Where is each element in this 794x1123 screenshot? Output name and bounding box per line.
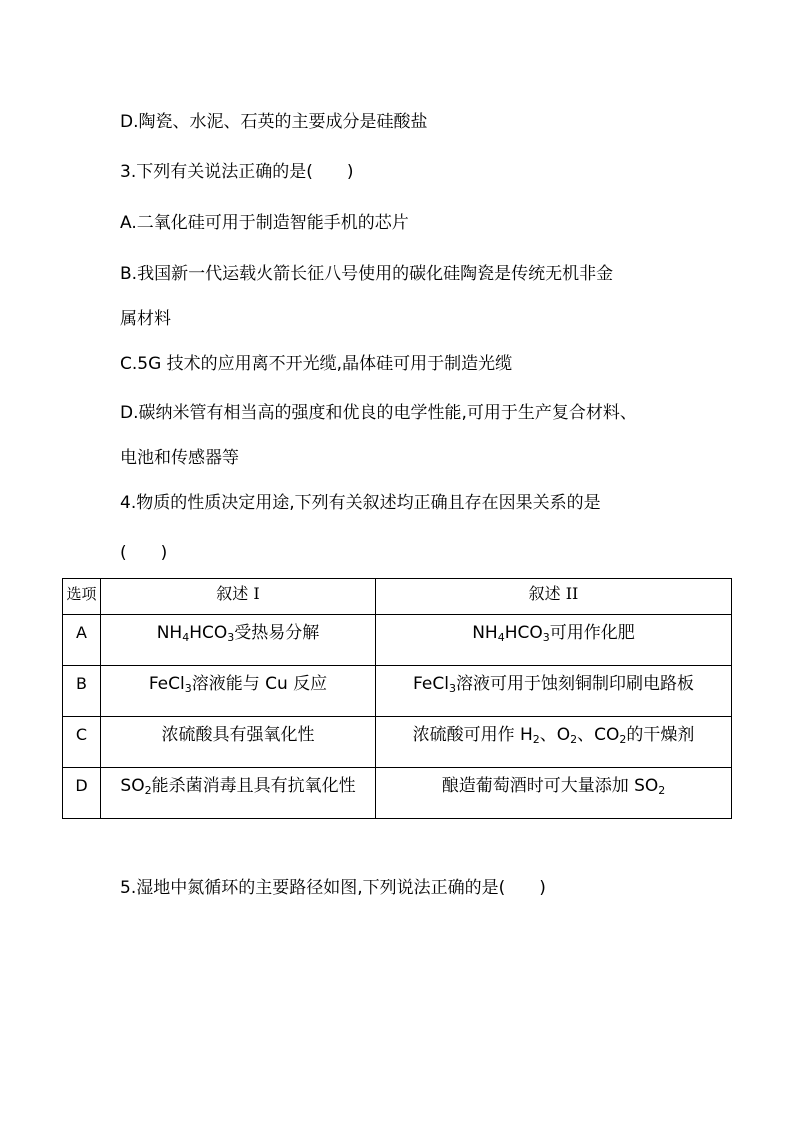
table-row [63,615,732,666]
row-a-statement-1: $NH_4HCO_3$受热易分解 [101,615,376,666]
q3-option-b-line1: B.我国新一代运载火箭长征八号使用的碳化硅陶瓷是传统无机非金 [120,264,614,284]
q4-stem: 4.物质的性质决定用途,下列有关叙述均正确且存在因果关系的是 [120,493,601,513]
table-row [63,717,732,768]
header-option: 选项 [63,579,101,615]
q3-option-d-line2: 电池和传感器等 [120,448,239,468]
row-c-option: C [63,717,101,768]
row-d-statement-1: $SO_2$能杀菌消毒且具有抗氧化性 [101,768,376,819]
row-c-statement-1: 浓硫酸具有强氧化性 [101,717,376,768]
row-a-statement-2: $NH_4HCO_3$可用作化肥 [376,615,732,666]
q4-table [62,578,732,819]
row-a-option: A [63,615,101,666]
row-b-statement-1: FeCl$_3$溶液能与 Cu 反应 [101,666,376,717]
q3-stem: 3.下列有关说法正确的是( ) [120,162,354,182]
q3-option-d-line1: D.碳纳米管有相当高的强度和优良的电学性能,可用于生产复合材料、 [120,403,637,423]
row-d-statement-2: 酿造葡萄酒时可大量添加 $SO_2$ [376,768,732,819]
q3-option-c: C.5G 技术的应用离不开光缆,晶体硅可用于制造光缆 [120,354,513,374]
q3-option-b-line2: 属材料 [120,309,171,329]
table-row [63,666,732,717]
q4-answer-paren: ( ) [120,543,168,563]
header-statement-2: 叙述 II [376,579,732,615]
q2-option-d: D.陶瓷、水泥、石英的主要成分是硅酸盐 [120,112,428,132]
header-statement-1: 叙述 I [101,579,376,615]
row-b-statement-2: FeCl$_3$溶液可用于蚀刻铜制印刷电路板 [376,666,732,717]
table-row [63,768,732,819]
q5-stem: 5.湿地中氮循环的主要路径如图,下列说法正确的是( ) [120,878,546,898]
q3-option-a: A.二氧化硅可用于制造智能手机的芯片 [120,213,409,233]
row-c-statement-2: 浓硫酸可用作 $H_2$、$O_2$、$CO_2$的干燥剂 [376,717,732,768]
row-d-option: D [63,768,101,819]
table-header-row [63,579,732,615]
row-b-option: B [63,666,101,717]
